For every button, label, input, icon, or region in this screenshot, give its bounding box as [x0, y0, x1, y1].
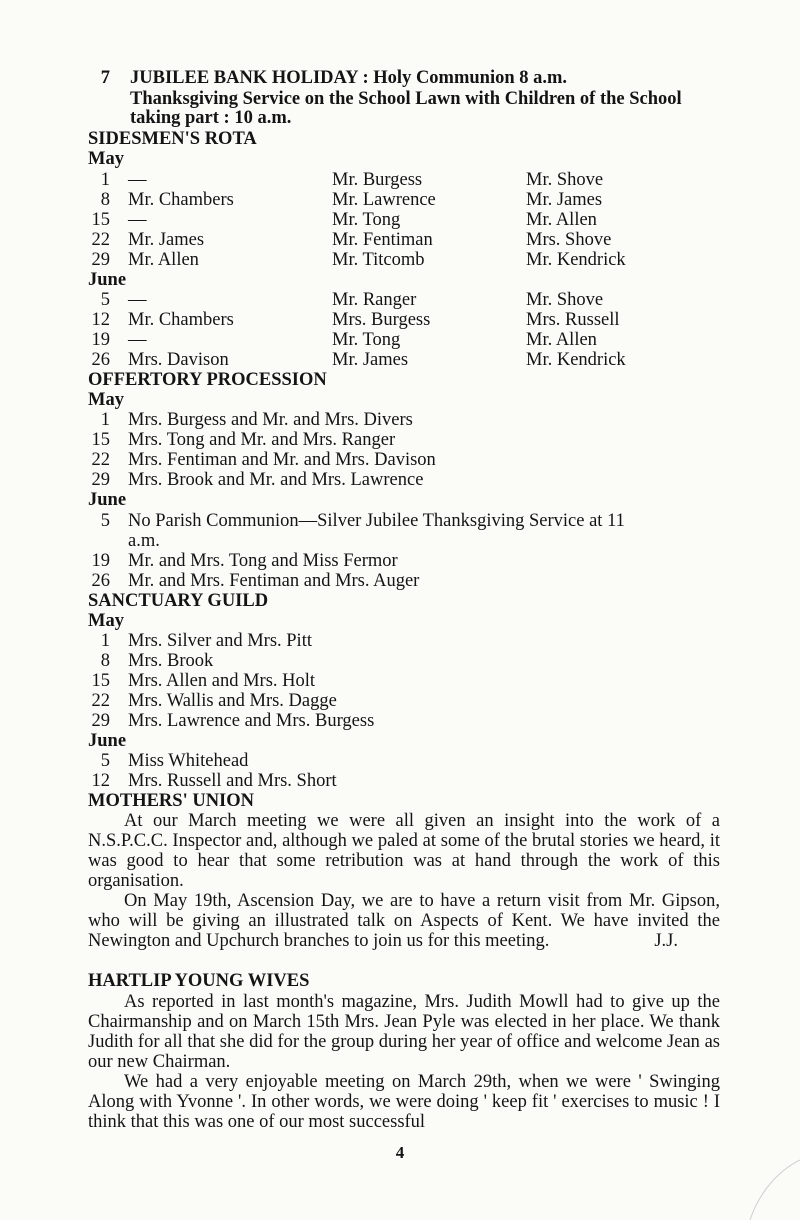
entry-text: Mrs. Lawrence and Mrs. Burgess — [128, 711, 375, 731]
day-number: 19 — [91, 330, 110, 350]
signature: J.J. — [654, 931, 678, 951]
entry-text: Mrs. Brook — [128, 651, 214, 671]
day-number: 15 — [91, 671, 110, 691]
day-number: 22 — [91, 230, 110, 250]
paragraph-text: On May 19th, Ascension Day, we are to have a return visit from Mr. Gipson, who will be giving an illustrated talk on Aspects of Kent. We have invited the Newington and Upchurch branches to join us for this meeting. — [88, 891, 720, 951]
sidesman-3: Mr. Kendrick — [526, 350, 626, 370]
entry-text: Mrs. Allen and Mrs. Holt — [128, 671, 316, 691]
day-number: 29 — [91, 711, 110, 731]
sidesman-2: Mr. Tong — [332, 330, 401, 350]
offertory-june-label: June — [88, 490, 127, 510]
entry-text: Mrs. Wallis and Mrs. Dagge — [128, 691, 337, 711]
sidesman-2: Mr. Titcomb — [332, 250, 425, 270]
entry-continuation: a.m. — [128, 531, 160, 551]
entry-text: Mr. and Mrs. Tong and Miss Fermor — [128, 551, 398, 571]
entry-text: Mrs. Fentiman and Mr. and Mrs. Davison — [128, 450, 436, 470]
day-number: 8 — [100, 190, 110, 210]
sidesman-2: Mrs. Burgess — [332, 310, 431, 330]
sidesman-3: Mr. Allen — [526, 330, 597, 350]
day-number: 19 — [91, 551, 110, 571]
sidesmen-may-label: May — [88, 149, 124, 169]
sidesman-1: Mr. Allen — [128, 250, 199, 270]
sidesman-2: Mr. Tong — [332, 210, 401, 230]
young-wives-heading: HARTLIP YOUNG WIVES — [88, 971, 310, 991]
jubilee-title: JUBILEE BANK HOLIDAY : Holy Communion 8 a.m. — [130, 68, 568, 88]
sidesman-1: Mrs. Davison — [128, 350, 229, 370]
mothers-union-paragraph-1: At our March meeting we were all given an insight into the work of a N.S.P.C.C. Inspector and, although we paled at some of the brutal stories we heard, it was good to hear that some retribution was at hand through the work of this organisation. — [88, 811, 720, 891]
entry-text: No Parish Communion—Silver Jubilee Thanksgiving Service at 11 — [128, 511, 625, 531]
entry-text: Mr. and Mrs. Fentiman and Mrs. Auger — [128, 571, 420, 591]
day-number: 5 — [100, 290, 110, 310]
entry-text: Mrs. Brook and Mr. and Mrs. Lawrence — [128, 470, 424, 490]
entry-text: Miss Whitehead — [128, 751, 249, 771]
sidesman-1: Mr. Chambers — [128, 190, 234, 210]
day-number: 12 — [91, 771, 110, 791]
entry-text: Mrs. Tong and Mr. and Mrs. Ranger — [128, 430, 396, 450]
day-number: 26 — [91, 350, 110, 370]
entry-text: Mrs. Russell and Mrs. Short — [128, 771, 337, 791]
sidesmen-june-label: June — [88, 270, 127, 290]
day-number: 26 — [91, 571, 110, 591]
day-number: 12 — [91, 310, 110, 330]
entry-text: Mrs. Burgess and Mr. and Mrs. Divers — [128, 410, 413, 430]
offertory-may-label: May — [88, 390, 124, 410]
sidesman-3: Mrs. Russell — [526, 310, 620, 330]
day-number: 5 — [100, 511, 110, 531]
day-number: 22 — [91, 691, 110, 711]
day-number: 7 — [100, 68, 110, 88]
sidesman-2: Mr. Burgess — [332, 170, 423, 190]
sidesman-3: Mr. James — [526, 190, 603, 210]
sidesmen-heading: SIDESMEN'S ROTA — [88, 129, 257, 149]
young-wives-paragraph-1: As reported in last month's magazine, Mrs. Judith Mowll had to give up the Chairmanship and on March 15th Mrs. Jean Pyle was elected in her place. We thank Judith for all that she did for the group during her year of office and welcome Jean as our new Chairman. — [88, 992, 720, 1072]
day-number: 29 — [91, 250, 110, 270]
day-number: 5 — [100, 751, 110, 771]
day-number: 8 — [100, 651, 110, 671]
jubilee-line-3: taking part : 10 a.m. — [130, 108, 292, 128]
sidesman-1: — — [128, 330, 147, 350]
page-number: 4 — [395, 1143, 405, 1162]
mothers-union-paragraph-2 — [88, 891, 720, 951]
sidesman-1: Mr. James — [128, 230, 205, 250]
sidesman-3: Mr. Shove — [526, 290, 604, 310]
sanctuary-may-label: May — [88, 611, 124, 631]
sidesman-2: Mr. Fentiman — [332, 230, 433, 250]
sidesman-2: Mr. Ranger — [332, 290, 417, 310]
sanctuary-june-label: June — [88, 731, 127, 751]
day-number: 15 — [91, 210, 110, 230]
sidesman-1: — — [128, 210, 147, 230]
day-number: 22 — [91, 450, 110, 470]
day-number: 1 — [100, 170, 110, 190]
sidesman-1: — — [128, 170, 147, 190]
sidesman-2: Mr. Lawrence — [332, 190, 436, 210]
entry-text: Mrs. Silver and Mrs. Pitt — [128, 631, 312, 651]
sidesman-3: Mr. Shove — [526, 170, 604, 190]
sidesman-3: Mr. Allen — [526, 210, 597, 230]
sidesman-2: Mr. James — [332, 350, 409, 370]
sanctuary-heading: SANCTUARY GUILD — [88, 591, 269, 611]
mothers-union-heading: MOTHERS' UNION — [88, 791, 255, 811]
day-number: 1 — [100, 410, 110, 430]
young-wives-paragraph-2: We had a very enjoyable meeting on March 29th, when we were ' Swinging Along with Yvonne '. In other words, we were doing ' keep fit ' exercises to music ! I think that this was one of our most successful — [88, 1072, 720, 1132]
jubilee-line-2: Thanksgiving Service on the School Lawn with Children of the School — [130, 89, 682, 109]
sidesman-1: Mr. Chambers — [128, 310, 234, 330]
sidesman-3: Mr. Kendrick — [526, 250, 626, 270]
day-number: 29 — [91, 470, 110, 490]
day-number: 1 — [100, 631, 110, 651]
offertory-heading: OFFERTORY PROCESSION — [88, 370, 327, 390]
sidesman-1: — — [128, 290, 147, 310]
day-number: 15 — [91, 430, 110, 450]
sidesman-3: Mrs. Shove — [526, 230, 612, 250]
